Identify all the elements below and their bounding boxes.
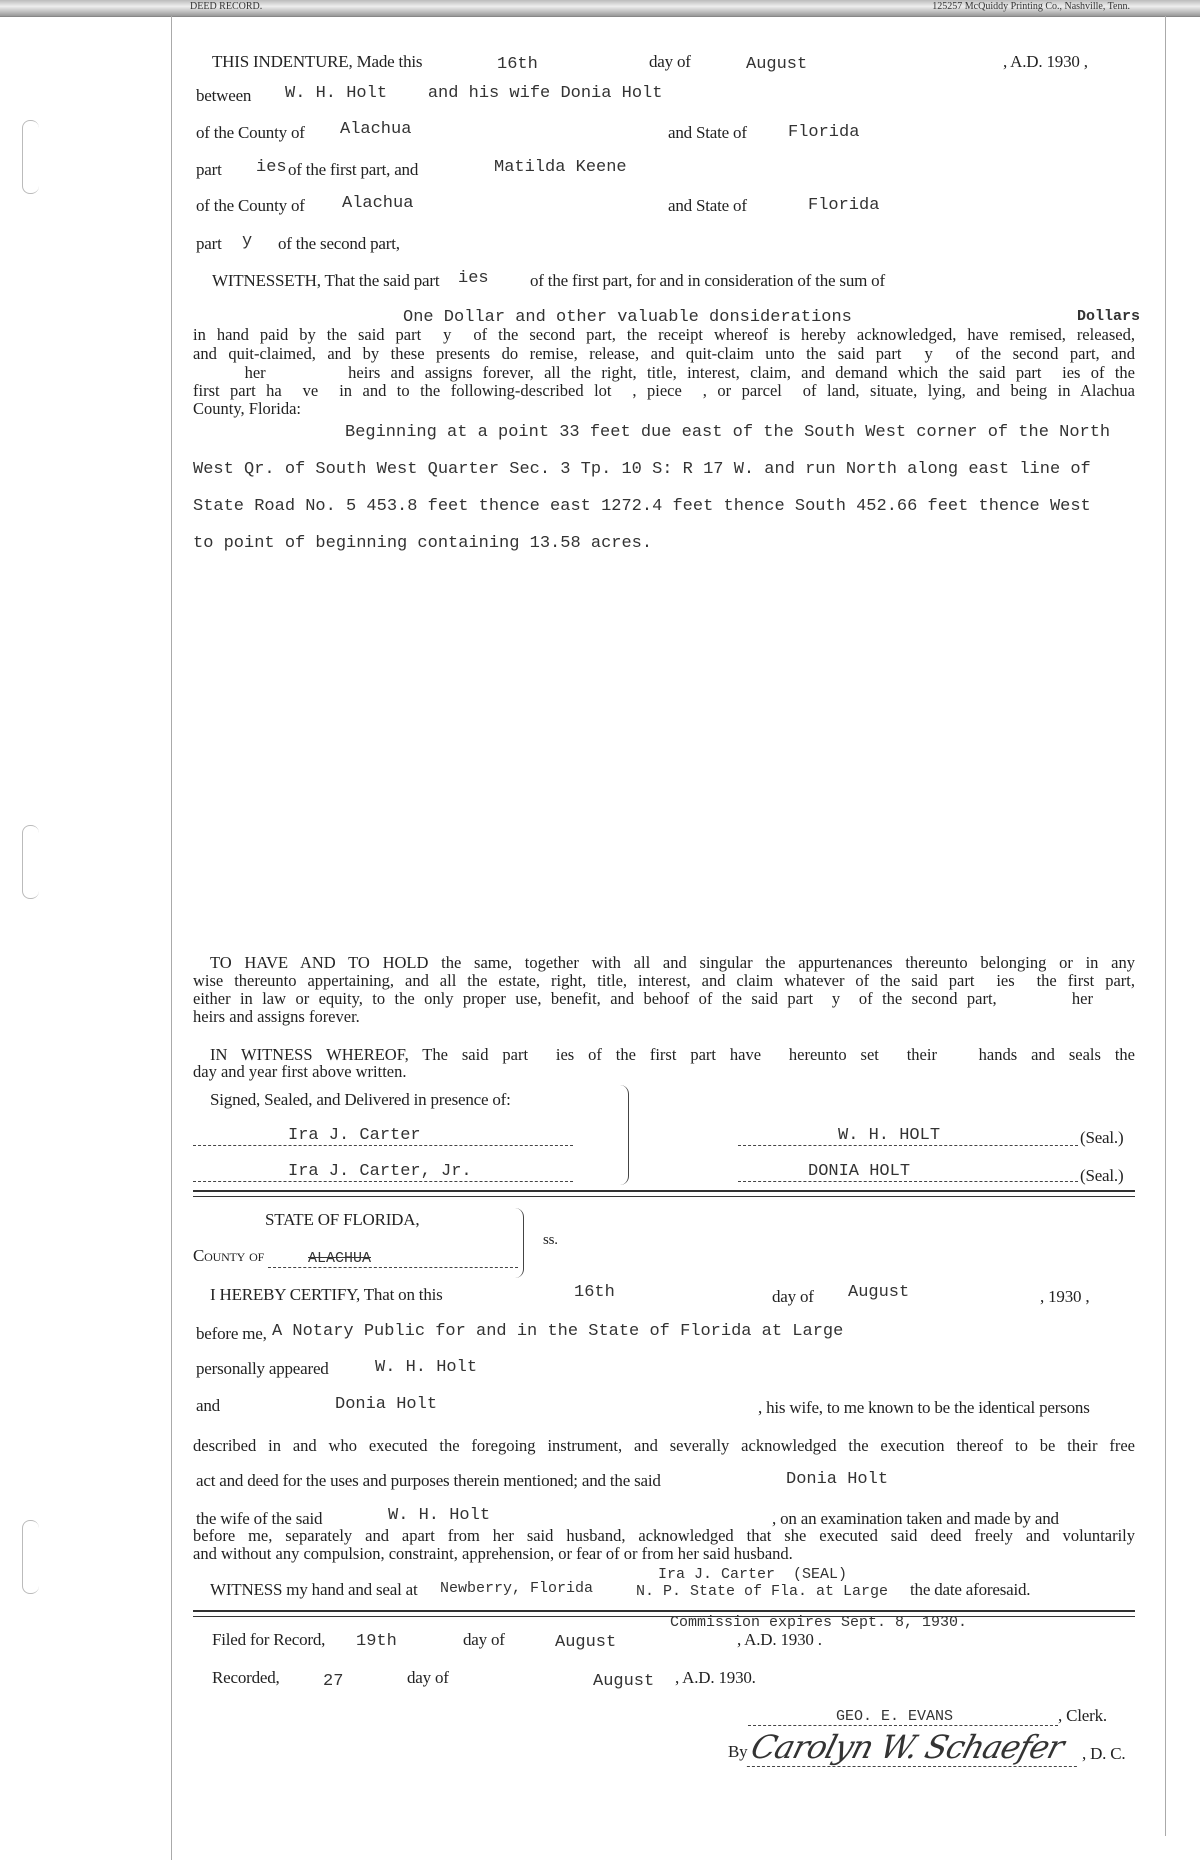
day-of-label: day of <box>463 1630 505 1649</box>
grant-line: in hand paid by the said part y of the second part, the receipt whereof is hereby acknowledged, have remised, released, <box>193 325 1135 344</box>
deputy-clerk-signature: Carolyn W. Schaefer <box>747 1728 1087 1767</box>
recorded-label: Recorded, <box>212 1668 280 1687</box>
recorded-month: August <box>593 1672 655 1691</box>
second-part-label: of the second part, <box>278 234 400 253</box>
seal-label: (Seal.) <box>1080 1166 1124 1185</box>
ack-text: and without any compulsion, constraint, apprehension, or fear of or from her said husband. <box>193 1544 793 1563</box>
day-of-label: day of <box>772 1287 814 1306</box>
left-margin-rule <box>171 16 172 1860</box>
signed-label: Signed, Sealed, and Delivered in presence of: <box>210 1090 511 1109</box>
seal-label: (Seal.) <box>1080 1128 1124 1147</box>
ack-year: , 1930 , <box>1040 1287 1090 1306</box>
filed-label: Filed for Record, <box>212 1630 326 1649</box>
grant-line: County, Florida: <box>193 399 302 418</box>
witness-hand-label: WITNESS my hand and seal at <box>210 1580 418 1599</box>
filed-year: , A.D. 1930 . <box>737 1630 822 1649</box>
recorded-day: 27 <box>323 1672 344 1691</box>
grant-line: first part ha ve in and to the following-described lot , piece , or parcel of land, situate, lying, and being in Alachua <box>193 381 1135 400</box>
husband-name: W. H. Holt <box>388 1506 491 1525</box>
filed-month: August <box>555 1633 617 1652</box>
habendum-line: heirs and assigns forever. <box>193 1007 360 1026</box>
state-label: and State of <box>668 123 747 142</box>
record-header <box>0 0 1200 17</box>
ack-text: act and deed for the uses and purposes therein mentioned; and the said <box>196 1471 661 1490</box>
witnesseth-text: WITNESSETH, That the said part <box>212 271 440 290</box>
day-of-label: day of <box>407 1668 449 1687</box>
dc-label: , D. C. <box>1082 1744 1126 1763</box>
clerk-label: , Clerk. <box>1058 1706 1107 1725</box>
day-of-label: day of <box>649 52 691 71</box>
grant-line: her heirs and assigns forever, all the right, title, interest, claim, and demand which the said part ies of the <box>193 363 1135 382</box>
clerk-name: GEO. E. EVANS <box>748 1708 1058 1726</box>
appeared-label: personally appeared <box>196 1359 329 1378</box>
grantee-county: Alachua <box>342 194 414 213</box>
by-label: By <box>728 1742 748 1761</box>
binder-hole <box>22 1520 39 1594</box>
grantors: W. H. Holt and his wife Donia Holt <box>285 84 663 103</box>
witnesseth-text-2: of the first part, for and in consideration of the sum of <box>530 271 885 290</box>
ack-text: described in and who executed the foregoing instrument, and severally acknowledged the execution thereof to be their free <box>193 1436 1135 1455</box>
grantor-signature-2: DONIA HOLT <box>738 1162 1078 1182</box>
parties-suffix: ies <box>458 269 489 288</box>
grantor-county: Alachua <box>340 120 412 139</box>
land-description: Beginning at a point 33 feet due east of the South West corner of the North <box>345 423 1111 442</box>
testimonium-line: day and year first above written. <box>193 1062 407 1081</box>
witness-signature-1: Ira J. Carter <box>193 1126 573 1146</box>
wife-known-text: , his wife, to me known to be the identical persons <box>758 1398 1090 1417</box>
recorded-year: , A.D. 1930. <box>675 1668 756 1687</box>
land-description: State Road No. 5 453.8 feet thence east 1272.4 feet thence South 452.66 feet thence West <box>193 497 1091 516</box>
land-description: West Qr. of South West Quarter Sec. 3 Tp. 10 S: R 17 W. and run North along east line of <box>193 460 1091 479</box>
ack-text: before me, separately and apart from her said husband, acknowledged that she executed said deed freely and voluntarily <box>193 1526 1135 1545</box>
testimonium-line: IN WITNESS WHEREOF, The said part ies of the first part have hereunto set their hands and seals the <box>210 1045 1135 1064</box>
habendum-line: wise thereunto appertaining, and all the estate, right, title, interest, and claim whatever of the said part ies the first part, <box>193 971 1135 990</box>
first-part-label: of the first part, and <box>288 160 419 179</box>
header-title: DEED RECORD. <box>190 1 263 12</box>
grantee-state: Florida <box>808 196 880 215</box>
ack-month: August <box>848 1283 910 1302</box>
habendum-line: either in law or equity, to the only proper use, benefit, and behoof of the said part y of the second part, her <box>193 989 1093 1008</box>
deed-day: 16th <box>497 55 538 74</box>
brace <box>620 1085 629 1185</box>
county-label: of the County of <box>196 196 305 215</box>
exam-text: , on an examination taken and made by and <box>772 1509 1059 1528</box>
date-aforesaid: the date aforesaid. <box>910 1580 1031 1599</box>
land-description: to point of beginning containing 13.58 acres. <box>193 534 653 553</box>
appeared-person-1: W. H. Holt <box>375 1358 478 1377</box>
notary-place: Newberry, Florida <box>440 1580 594 1597</box>
notary-officer: A Notary Public for and in the State of Florida at Large <box>272 1322 844 1341</box>
witness-signature-2: Ira J. Carter, Jr. <box>193 1162 573 1182</box>
grantor-signature-1: W. H. HOLT <box>738 1126 1078 1146</box>
indenture-heading: THIS INDENTURE, Made this <box>212 52 423 71</box>
state-heading: STATE OF FLORIDA, <box>265 1210 420 1229</box>
grant-line: and quit-claimed, and by these presents do remise, release, and quit-claim unto the said part y of the second part, and <box>193 344 1135 363</box>
part-label: part <box>196 234 222 253</box>
section-divider <box>193 1190 1135 1197</box>
wife-of-label: the wife of the said <box>196 1509 323 1528</box>
part-suffix: y <box>242 232 253 251</box>
grantee: Matilda Keene <box>494 158 627 177</box>
part-label: part <box>196 160 222 179</box>
wife-name: Donia Holt <box>786 1470 889 1489</box>
certify-text: I HEREBY CERTIFY, That on this <box>210 1285 443 1304</box>
and-label: and <box>196 1396 220 1415</box>
commission-expiry: Commission expires Sept. 8, 1930. <box>670 1614 968 1631</box>
ack-county: ALACHUA <box>268 1250 518 1268</box>
appeared-person-2: Donia Holt <box>335 1395 438 1414</box>
consideration: One Dollar and other valuable donsiderations <box>403 308 852 327</box>
county-of-label: County of <box>193 1246 265 1265</box>
notary-signature: Ira J. Carter (SEAL) <box>658 1566 848 1583</box>
state-label: and State of <box>668 196 747 215</box>
deed-month: August <box>746 55 808 74</box>
right-margin-rule <box>1165 16 1166 1836</box>
county-label: of the County of <box>196 123 305 142</box>
binder-hole <box>22 120 39 194</box>
ack-day: 16th <box>574 1283 615 1302</box>
between-label: between <box>196 86 252 105</box>
ss-label: ss. <box>543 1232 558 1248</box>
dollars-struck: Dollars <box>1077 308 1141 325</box>
before-label: before me, <box>196 1324 267 1343</box>
grantor-state: Florida <box>788 123 860 142</box>
notary-title: N. P. State of Fla. at Large <box>636 1583 889 1600</box>
part-suffix: ies <box>256 158 287 177</box>
deed-year: , A.D. 1930 , <box>1003 52 1088 71</box>
habendum-line: TO HAVE AND TO HOLD the same, together with all and singular the appurtenances thereunto belonging or in any <box>210 953 1135 972</box>
section-divider <box>193 1610 1135 1617</box>
header-printer: 125257 McQuiddy Printing Co., Nashville, Tenn. <box>932 1 1130 12</box>
binder-hole <box>22 825 39 899</box>
filed-day: 19th <box>356 1632 397 1651</box>
